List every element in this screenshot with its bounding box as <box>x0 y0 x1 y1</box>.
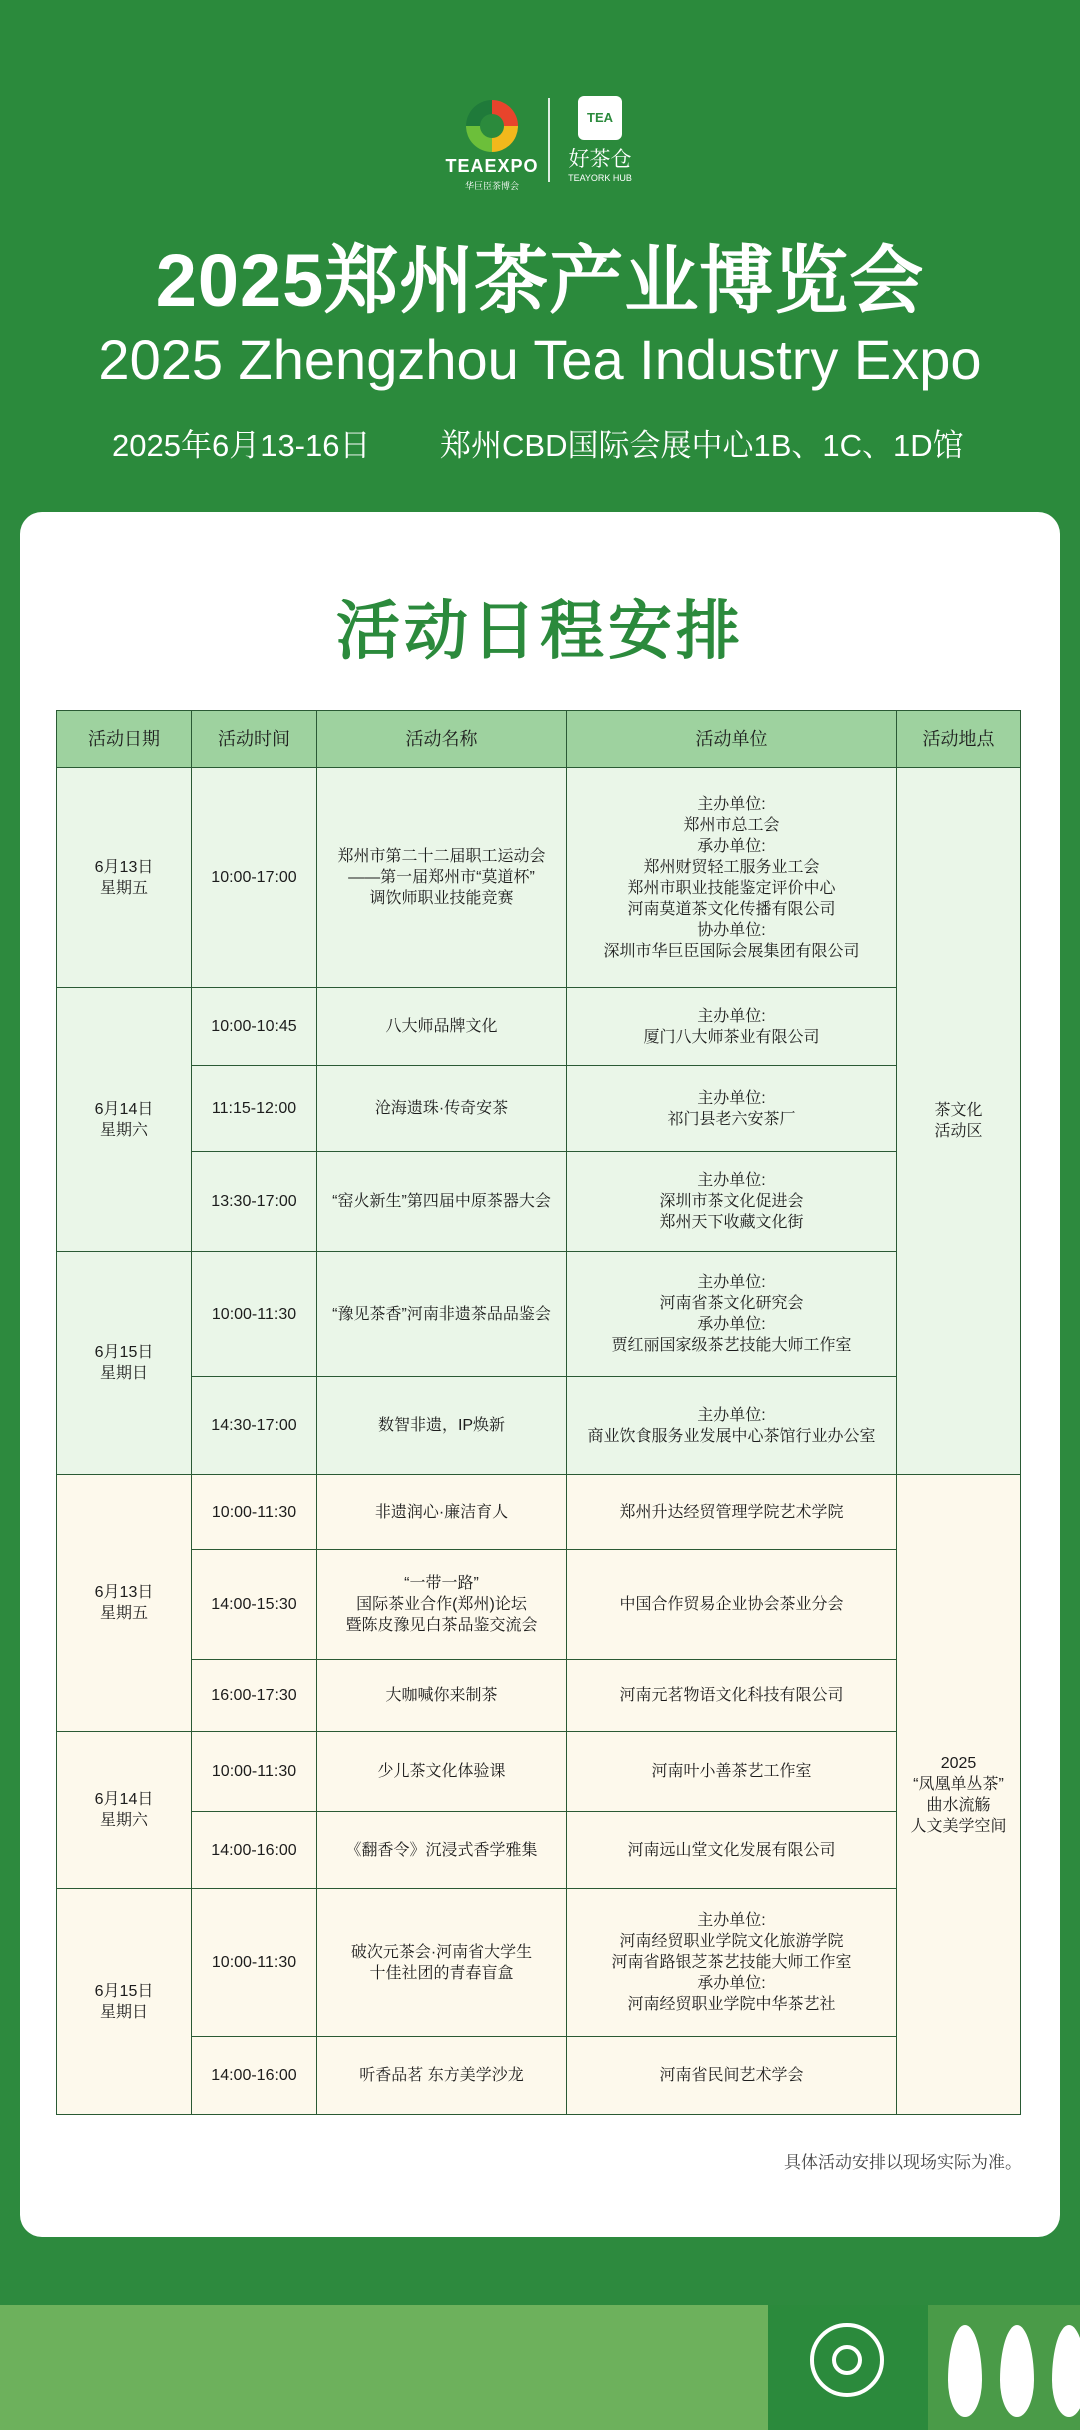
teayork-logo <box>560 96 640 183</box>
time-cell: 14:00-16:00 <box>192 1812 317 1889</box>
schedule-table <box>56 710 1021 2115</box>
table-row <box>57 1475 1021 1550</box>
table-row <box>57 2037 1021 2115</box>
column-header-name: 活动名称 <box>317 711 567 768</box>
organizer-cell: 河南省民间艺术学会 <box>567 2037 897 2115</box>
date-cell: 6月15日 星期日 <box>57 1889 192 2115</box>
place-cell: 2025 “凤凰单丛茶” 曲水流觞 人文美学空间 <box>897 1475 1021 2115</box>
table-row <box>57 1377 1021 1475</box>
organizer-cell: 郑州升达经贸管理学院艺术学院 <box>567 1475 897 1550</box>
column-header-place: 活动地点 <box>897 711 1021 768</box>
event-name-cell: 郑州市第二十二届职工运动会 ——第一届郑州市“莫道杯” 调饮师职业技能竞赛 <box>317 768 567 988</box>
organizer-cell: 主办单位: 郑州市总工会 承办单位: 郑州财贸轻工服务业工会 郑州市职业技能鉴定评价中心 河南莫道茶文化传播有限公司 协办单位: 深圳市华巨臣国际会展集团有限公司 <box>567 768 897 988</box>
date-cell: 6月15日 星期日 <box>57 1252 192 1475</box>
time-cell: 10:00-11:30 <box>192 1732 317 1812</box>
column-header-time: 活动时间 <box>192 711 317 768</box>
logo-bar <box>0 92 1080 192</box>
time-cell: 16:00-17:30 <box>192 1660 317 1732</box>
table-header-row <box>57 711 1021 768</box>
table-row <box>57 1732 1021 1812</box>
organizer-cell: 河南叶小善茶艺工作室 <box>567 1732 897 1812</box>
time-cell: 10:00-11:30 <box>192 1475 317 1550</box>
table-row <box>57 988 1021 1066</box>
date-cell: 6月13日 星期五 <box>57 768 192 988</box>
table-row <box>57 1889 1021 2037</box>
footer-decoration <box>0 2305 1080 2430</box>
time-cell: 14:00-16:00 <box>192 2037 317 2115</box>
page-title-english: 2025 Zhengzhou Tea Industry Expo <box>98 328 982 391</box>
table-row <box>57 1066 1021 1152</box>
organizer-cell: 主办单位: 厦门八大师茶业有限公司 <box>567 988 897 1066</box>
date-cell: 6月13日 星期五 <box>57 1475 192 1732</box>
logo-divider <box>548 98 550 182</box>
schedule-card <box>20 512 1060 2237</box>
organizer-cell: 主办单位: 河南经贸职业学院文化旅游学院 河南省路银芝茶艺技能大师工作室 承办单位: 河南经贸职业学院中华茶艺社 <box>567 1889 897 2037</box>
time-cell: 10:00-11:30 <box>192 1889 317 2037</box>
page-title: 2025郑州茶产业博览会 <box>155 239 925 322</box>
column-header-date: 活动日期 <box>57 711 192 768</box>
event-name-cell: 破次元茶会·河南省大学生 十佳社团的青春盲盒 <box>317 1889 567 2037</box>
table-row <box>57 1252 1021 1377</box>
event-name-cell: 沧海遗珠·传奇安茶 <box>317 1066 567 1152</box>
organizer-cell: 河南远山堂文化发展有限公司 <box>567 1812 897 1889</box>
teayork-logo-sub: TEAYORK HUB <box>568 173 632 183</box>
place-cell: 茶文化 活动区 <box>897 768 1021 1475</box>
event-name-cell: “窑火新生”第四届中原茶器大会 <box>317 1152 567 1252</box>
time-cell: 10:00-10:45 <box>192 988 317 1066</box>
time-cell: 10:00-11:30 <box>192 1252 317 1377</box>
table-row <box>57 1550 1021 1660</box>
event-name-cell: 非遗润心·廉洁育人 <box>317 1475 567 1550</box>
event-name-cell: “一带一路” 国际茶业合作(郑州)论坛 暨陈皮豫见白茶品鉴交流会 <box>317 1550 567 1660</box>
teaexpo-logo-sub: 华巨臣茶博会 <box>464 181 519 191</box>
table-row <box>57 1812 1021 1889</box>
teaexpo-emblem-icon <box>466 100 518 152</box>
event-name-cell: 听香品茗 东方美学沙龙 <box>317 2037 567 2115</box>
expo-venue: 郑州CBD国际会展中心1B、1C、1D馆 <box>440 428 964 463</box>
event-name-cell: 少儿茶文化体验课 <box>317 1732 567 1812</box>
organizer-cell: 河南元茗物语文化科技有限公司 <box>567 1660 897 1732</box>
event-name-cell: “豫见茶香”河南非遗茶品品鉴会 <box>317 1252 567 1377</box>
date-cell: 6月14日 星期六 <box>57 988 192 1252</box>
teayork-house-icon: TEA <box>578 96 622 140</box>
event-name-cell: 八大师品牌文化 <box>317 988 567 1066</box>
expo-date: 2025年6月13-16日 <box>112 428 371 463</box>
teaexpo-logo <box>440 100 544 192</box>
teapot-icon <box>810 2323 884 2397</box>
column-header-organizer: 活动单位 <box>567 711 897 768</box>
table-row <box>57 768 1021 988</box>
header <box>0 0 1080 520</box>
teaexpo-logo-name: TEAEXPO <box>445 156 539 176</box>
event-name-cell: 《翻香令》沉浸式香学雅集 <box>317 1812 567 1889</box>
date-cell: 6月14日 星期六 <box>57 1732 192 1889</box>
schedule-title: 活动日程安排 <box>336 595 744 667</box>
table-row <box>57 1660 1021 1732</box>
time-cell: 10:00-17:00 <box>192 768 317 988</box>
teayork-logo-name: 好茶仓 <box>568 148 632 171</box>
time-cell: 11:15-12:00 <box>192 1066 317 1152</box>
event-name-cell: 数智非遗，IP焕新 <box>317 1377 567 1475</box>
table-row <box>57 1152 1021 1252</box>
organizer-cell: 主办单位: 河南省茶文化研究会 承办单位: 贾红丽国家级茶艺技能大师工作室 <box>567 1252 897 1377</box>
organizer-cell: 主办单位: 商业饮食服务业发展中心茶馆行业办公室 <box>567 1377 897 1475</box>
time-cell: 14:30-17:00 <box>192 1377 317 1475</box>
event-name-cell: 大咖喊你来制茶 <box>317 1660 567 1732</box>
schedule-note: 具体活动安排以现场实际为准。 <box>784 2153 1022 2172</box>
time-cell: 14:00-15:30 <box>192 1550 317 1660</box>
organizer-cell: 主办单位: 祁门县老六安茶厂 <box>567 1066 897 1152</box>
organizer-cell: 主办单位: 深圳市茶文化促进会 郑州天下收藏文化街 <box>567 1152 897 1252</box>
organizer-cell: 中国合作贸易企业协会茶业分会 <box>567 1550 897 1660</box>
time-cell: 13:30-17:00 <box>192 1152 317 1252</box>
